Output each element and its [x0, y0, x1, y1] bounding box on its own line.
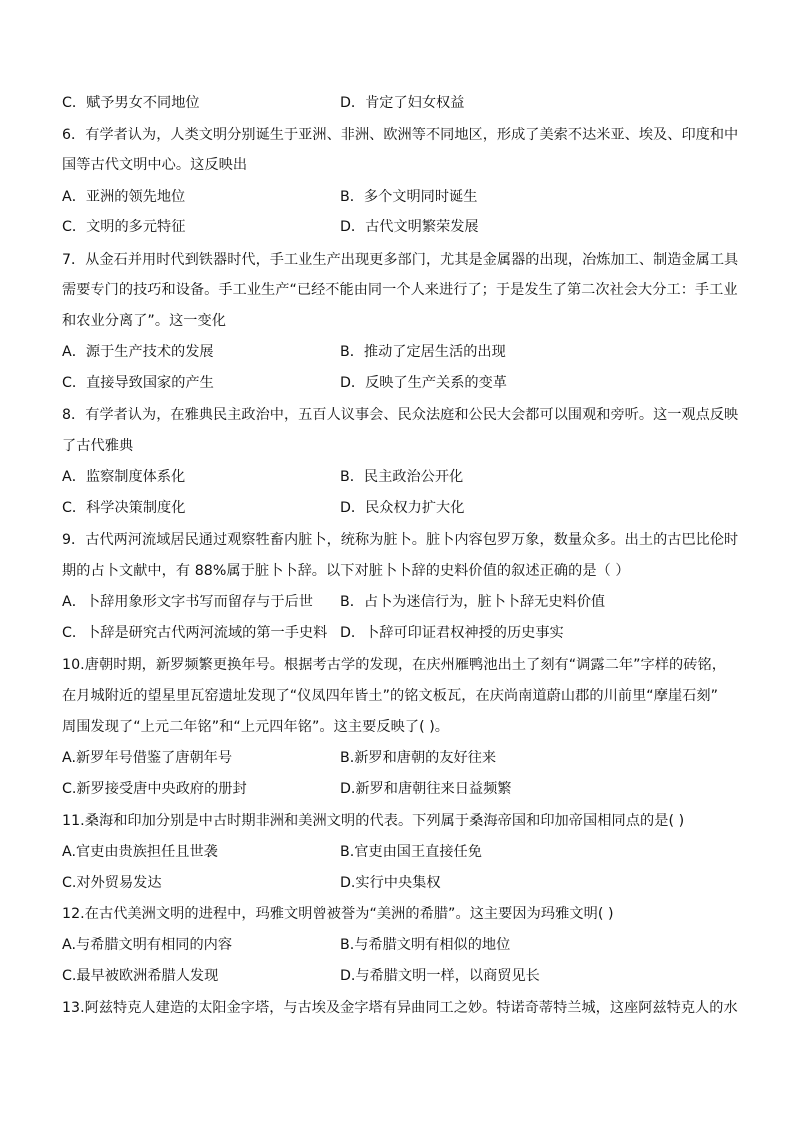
q12-option-b: B.与希腊文明有相似的地位: [340, 937, 511, 953]
q8-option-c: C．科学决策制度化: [62, 500, 186, 516]
q6-stem-line-2: 国等古代文明中心。这反映出: [62, 157, 248, 173]
q10-option-a: A.新罗年号借鉴了唐朝年号: [62, 750, 233, 766]
q8-stem-line-1: 8．有学者认为，在雅典民主政治中，五百人议事会、民众法庭和公民大会都可以围观和旁听。这一观点反映: [62, 407, 739, 423]
q9-option-a: A．卜辞用象形文字书写而留存与于后世: [62, 594, 313, 610]
q10-option-d: D.新罗和唐朝往来日益频繁: [340, 781, 512, 797]
q7-option-a: A．源于生产技术的发展: [62, 344, 214, 360]
q12-option-c: C.最早被欧洲希腊人发现: [62, 968, 219, 984]
q6-option-b: B．多个文明同时诞生: [340, 189, 478, 205]
q12-option-a: A.与希腊文明有相同的内容: [62, 937, 233, 953]
q7-option-b: B．推动了定居生活的出现: [340, 344, 506, 360]
q10-stem-line-3: 周围发现了“上元二年铭”和“上元四年铭”。这主要反映了( )。: [62, 719, 450, 735]
q7-option-d: D．反映了生产关系的变革: [340, 375, 507, 391]
q11-option-a: A.官吏由贵族担任且世袭: [62, 844, 218, 860]
q9-stem-line-2: 期的占卜文献中，有 88%属于脏卜卜辞。以下对脏卜卜辞的史料价值的叙述正确的是（ ）: [62, 563, 630, 579]
q10-option-c: C.新罗接受唐中央政府的册封: [62, 781, 247, 797]
q7-stem-line-1: 7．从金石并用时代到铁器时代，手工业生产出现更多部门，尤其是金属器的出现，冶炼加工、制造金属工具: [62, 252, 739, 268]
q7-stem-line-3: 和农业分离了”。这一变化: [62, 313, 227, 329]
q11-option-b: B.官吏由国王直接任免: [340, 844, 482, 860]
q9-option-b: B．占卜为迷信行为，脏卜卜辞无史料价值: [340, 594, 606, 610]
q8-option-a: A．监察制度体系化: [62, 469, 186, 485]
q8-option-b: B．民主政治公开化: [340, 469, 464, 485]
q7-stem-line-2: 需要专门的技巧和设备。手工业生产“已经不能由同一个人来进行了；于是发生了第二次社会大分工：手工业: [62, 282, 738, 298]
q8-option-d: D．民众权力扩大化: [340, 500, 465, 516]
q10-stem-line-2: 在月城附近的望星里瓦窑遗址发现了“仪凤四年皆土”的铭文板瓦，在庆尚南道蔚山郡的川前里“摩崖石刻”: [62, 688, 719, 704]
q13-stem-line-1: 13.阿兹特克人建造的太阳金字塔，与古埃及金字塔有异曲同工之妙。特诺奇蒂特兰城，这座阿兹特克人的水: [62, 1000, 738, 1016]
q10-stem-line-1: 10.唐朝时期，新罗频繁更换年号。根据考古学的发现，在庆州雁鸭池出土了刻有“调露二年”字样的砖铭，: [62, 657, 726, 673]
q10-option-b: B.新罗和唐朝的友好往来: [340, 750, 497, 766]
q6-option-d: D．古代文明繁荣发展: [340, 219, 479, 235]
q5-option-d: D．肯定了妇女权益: [340, 95, 465, 111]
q5-option-c: C．赋予男女不同地位: [62, 95, 200, 111]
q11-option-c: C.对外贸易发达: [62, 875, 162, 891]
q12-option-d: D.与希腊文明一样，以商贸见长: [340, 968, 540, 984]
q7-option-c: C．直接导致国家的产生: [62, 375, 214, 391]
q9-option-d: D．卜辞可印证君权神授的历史事实: [340, 625, 564, 641]
q12-stem-line-1: 12.在古代美洲文明的进程中，玛雅文明曾被誉为“美洲的希腊”。这主要因为玛雅文明( ): [62, 906, 614, 922]
q9-stem-line-1: 9．古代两河流域居民通过观察牲畜内脏卜，统称为脏卜。脏卜内容包罗万象，数量众多。出土的古巴比伦时: [62, 532, 739, 548]
q11-option-d: D.实行中央集权: [340, 875, 441, 891]
q6-option-a: A．亚洲的领先地位: [62, 189, 186, 205]
q8-stem-line-2: 了古代雅典: [62, 438, 134, 454]
q9-option-c: C．卜辞是研究古代两河流域的第一手史料: [62, 625, 328, 641]
q11-stem-line-1: 11.桑海和印加分别是中古时期非洲和美洲文明的代表。下列属于桑海帝国和印加帝国相同点的是( ): [62, 813, 685, 829]
q6-option-c: C．文明的多元特征: [62, 219, 186, 235]
q6-stem-line-1: 6．有学者认为，人类文明分别诞生于亚洲、非洲、欧洲等不同地区，形成了美索不达米亚、埃及、印度和中: [62, 127, 739, 143]
